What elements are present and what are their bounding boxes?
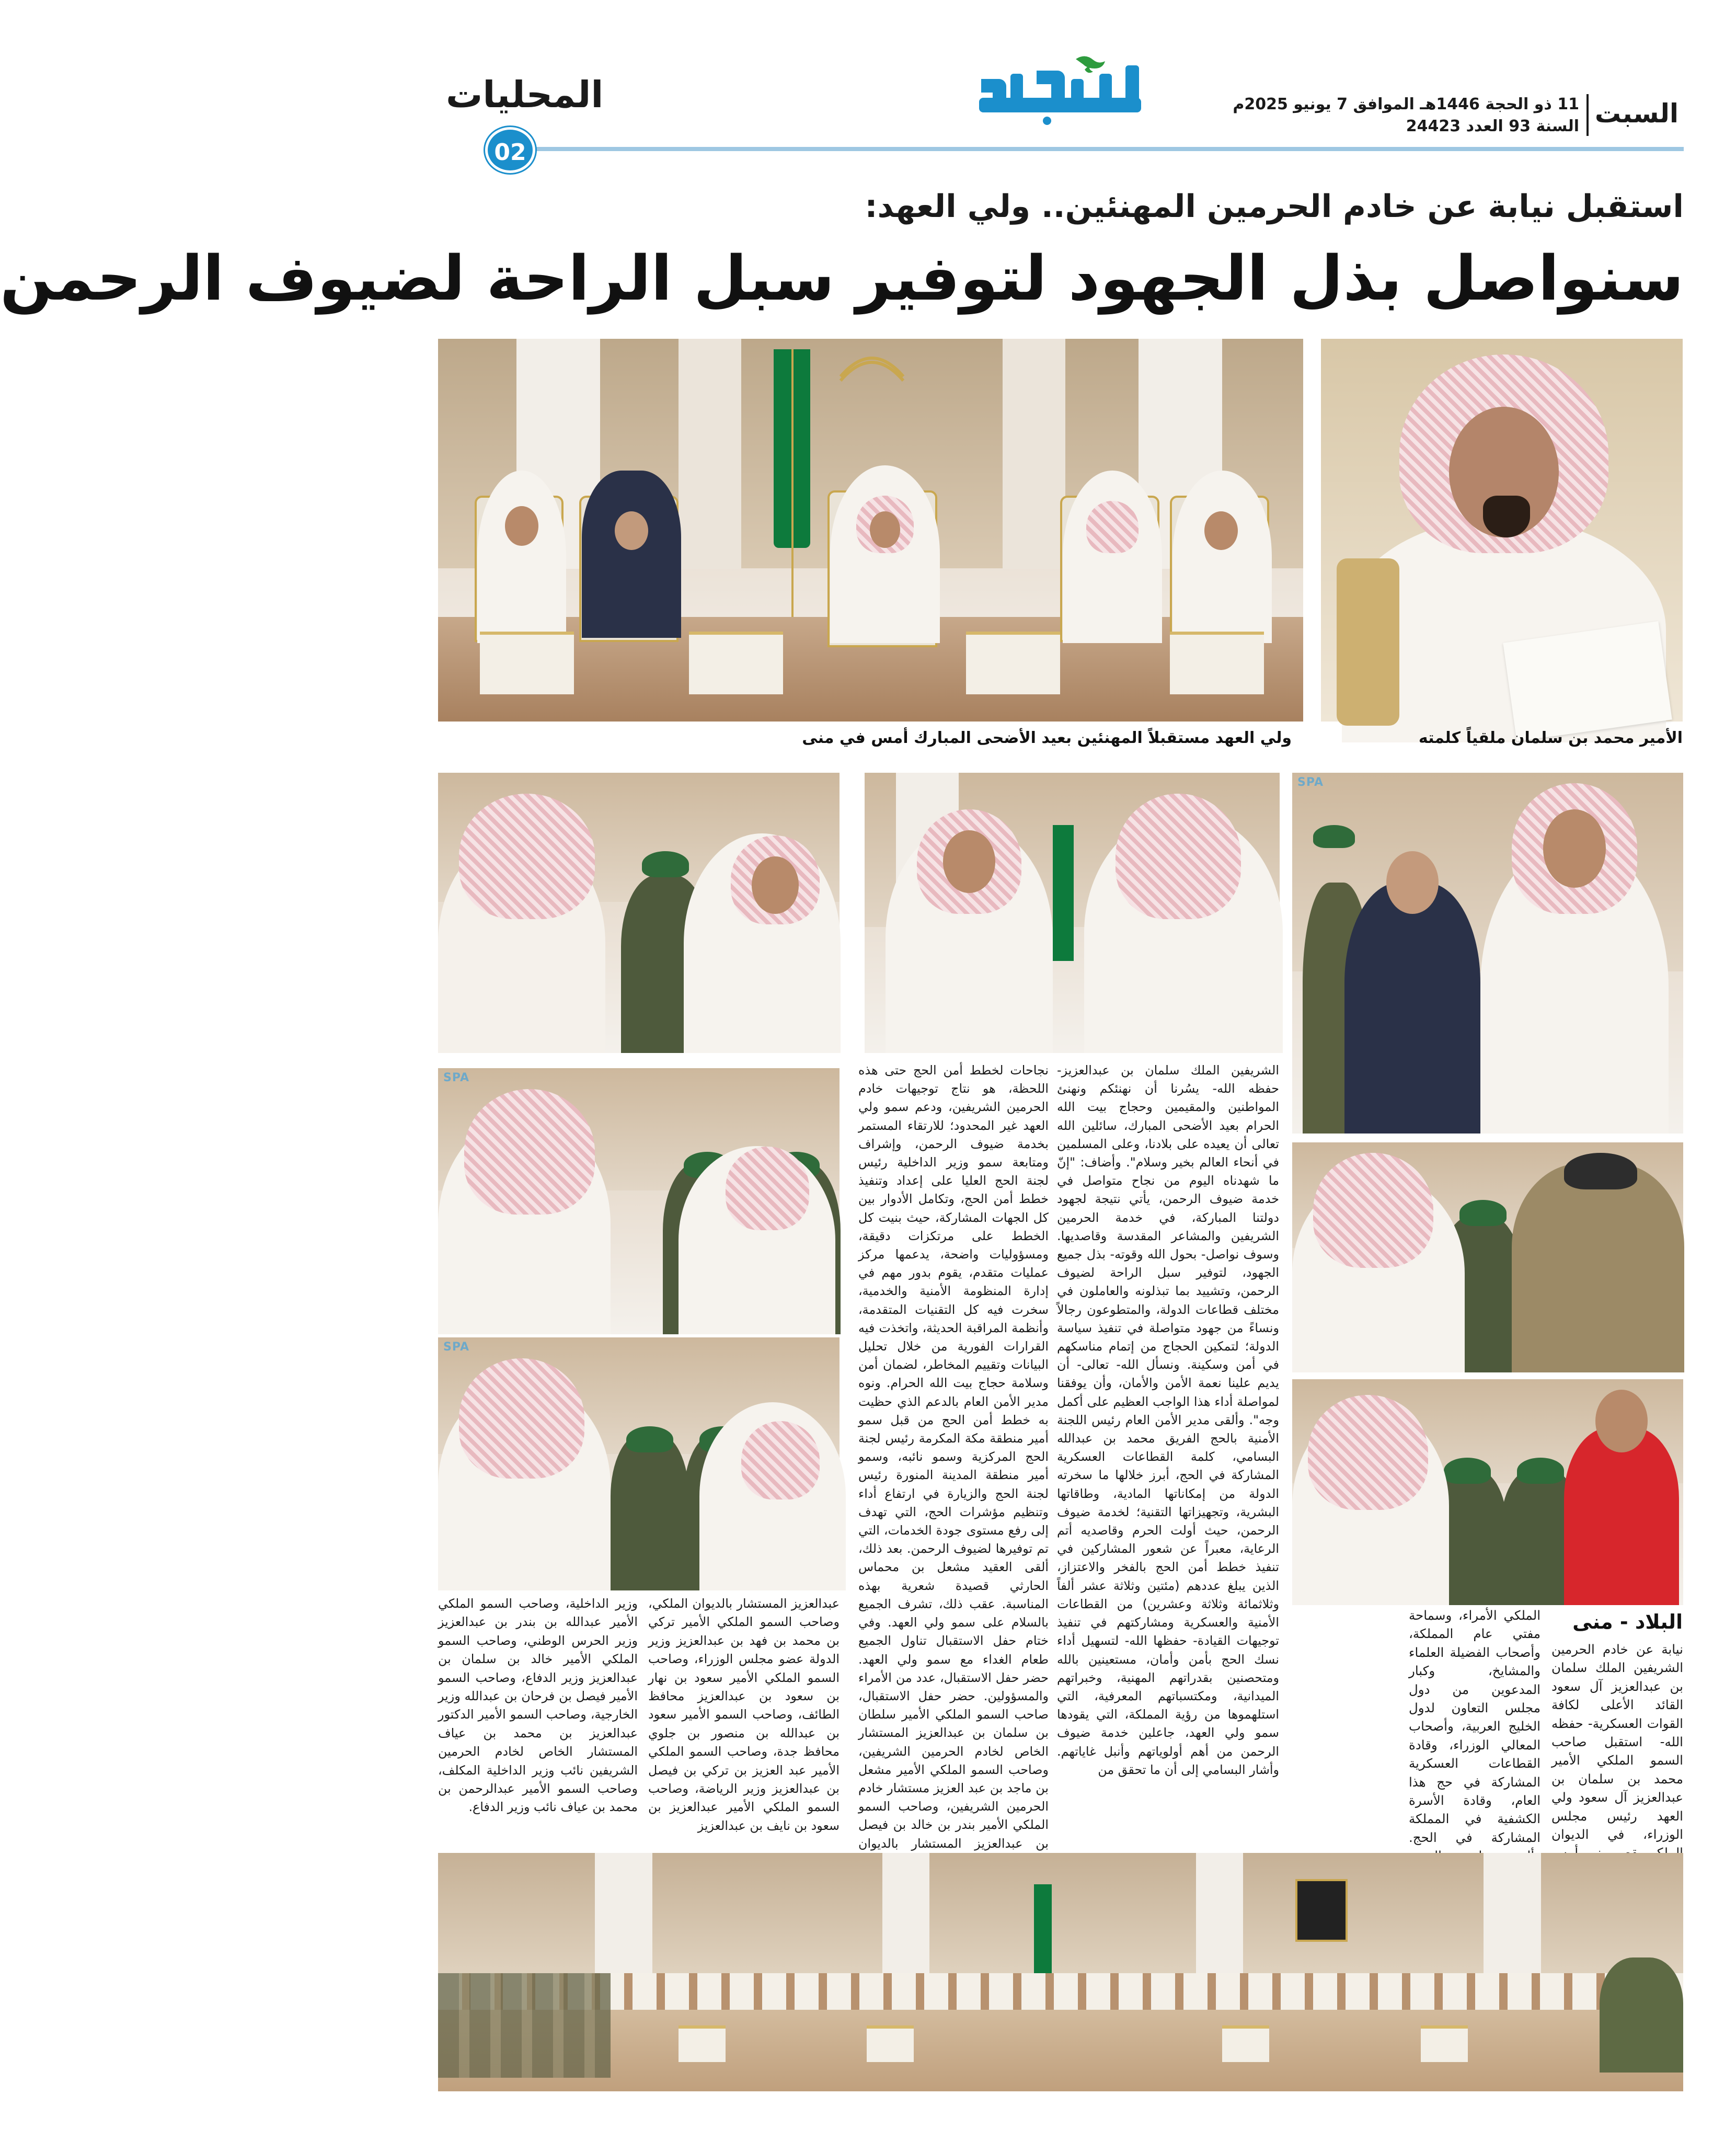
photo-greeting-3 xyxy=(438,1337,840,1590)
article-column-3 xyxy=(1057,1061,1279,1849)
article-column-6 xyxy=(438,1595,638,1849)
article-text: الملكي الأمراء، وسماحة مفتي عام المملكة، وأصحاب الفضيلة العلماء والمشايخ، وكبار المدعوين من دول مجلس التعاون لدول الخليج العربية، وأصحاب المعالي الوزراء، وقادة القطاعات العسكرية المشاركة في حج هذا العام، وقادة الأسرة الكشفية في المملكة المشاركة في الحج. xyxy=(1409,1608,1540,1845)
photo-agency-mark: SPA xyxy=(443,1071,469,1084)
caption-portrait: الأمير محمد بن سلمان ملقياً كلمته xyxy=(1418,729,1683,747)
photo-agency-mark: SPA xyxy=(443,1341,469,1354)
article-text: نجاحات لخطط أمن الحج حتى هذه اللحظة، هو نتاج توجيهات خادم الحرمين الشريفين، ودعم سمو ولي العهد غير المحدود؛ للارتقاء المستمر بخدمة ضيوف الرحمن، وإشراف ومتابعة سمو وزير الداخلية رئيس لجنة الحج العليا على إعداد وتنفيذ خطط أمن الحج، وتكامل الأدوار بين كل الجهات المشاركة، حيث بنيت كل الخطط على مرتكزات دقيقة، ومسؤوليات واضحة، يدعمها مركز عمليات متقدم، يقوم بدور مهم في إدارة المنظومة الأمنية والخدمية، سخرت فيه كل التقنيات المتقدمة، وأنظمة المراقبة الحديثة، واتخذت فيه القرارات الفورية من خلال تحليل البيانات وتقييم المخاطر، لضمان أمن وسلامة حجاج بيت الله الحرام. ونوه مدير الأمن العام بالدعم الذي حظيت به خطط أمن الحج من قبل سمو أمير منطقة مكة المكرمة رئيس لجنة الحج المركزية وسمو نائبه، وسمو أمير منطقة المدينة المنورة رئيس لجنة الحج والزيارة في ارتفاع أداء وتنظيم مؤشرات الحج، التي تهدف إلى رفع مستوى جودة الخدمات، التي تم توفيرها لضيوف الرحمن. بعد ذلك، ألقى العقيد مشعل بن محماس الحارثي قصيدة شعرية بهذه المناسبة. عقب ذلك، تشرف الجميع بالسلام على سمو ولي العهد. وفي ختام حفل الاستقبال تناول الجميع طعام الغداء مع سمو ولي العهد. حضر حفل الاستقبال، عدد من الأمراء والمسؤولين. حضر حفل الاستقبال، صاحب السمو الملكي الأمير سلطان بن سلمان بن عبدالعزيز المستشار الخاص لخادم الحرمين الشريفين، وصاحب السمو الملكي الأمير مشعل بن ماجد بن عبد العزيز مستشار خادم الحرمين الشريفين، وصاحب السمو الملكي الأمير بندر بن خالد بن فيصل بن عبدالعزيز المستشار بالديوان xyxy=(858,1063,1049,1851)
headline-kicker: استقبل نيابة عن خادم الحرمين المهنئين.. ولي العهد: xyxy=(865,188,1684,225)
masthead-divider xyxy=(1586,94,1589,136)
newspaper-logo xyxy=(969,50,1157,128)
photo-pakistan-pm-arrival xyxy=(1292,773,1683,1134)
photo-panorama-reception xyxy=(438,1853,1683,2091)
article-text: عبدالعزيز المستشار بالديوان الملكي، وصاحب السمو الملكي الأمير تركي بن محمد بن فهد بن عبدالعزيز وزير الدولة عضو مجلس الوزراء، وصاحب السمو الملكي الأمير سعود بن نهار بن سعود بن عبدالعزيز محافظ الطائف، وصاحب السمو الأمير سعود بن عبدالله بن منصور بن جلوي محافظ جدة، وصاحب السمو الملكي الأمير عبد العزيز بن تركي بن فيصل بن عبدالعزيز وزير الرياضة، وصاحب السمو الملكي الأمير عبدالعزيز بن سعود بن نايف بن عبدالعزيز xyxy=(648,1596,840,1833)
article-column-4 xyxy=(858,1061,1049,1849)
caption-reception: ولي العهد مستقبلاً المهنئين بعيد الأضحى المبارك أمس في منى xyxy=(802,729,1292,747)
page-number-badge: 02 xyxy=(485,127,535,173)
photo-greeting-2 xyxy=(438,1068,840,1334)
photo-greeting-center xyxy=(865,773,1280,1053)
issue-day: السبت xyxy=(1594,98,1678,129)
headline-title: سنواصل بذل الجهود لتوفير سبل الراحة لضيوف الرحمن xyxy=(0,242,1684,314)
photo-greeting-military xyxy=(1292,1142,1683,1372)
section-title: المحليات xyxy=(446,73,604,116)
photo-crown-prince-portrait xyxy=(1321,339,1683,722)
article-column-1 xyxy=(1551,1640,1683,1849)
masthead-rule xyxy=(511,147,1684,151)
article-column-2 xyxy=(1409,1606,1540,1849)
article-text: نيابة عن خادم الحرمين الشريفين الملك سلمان بن عبدالعزيز آل سعود القائد الأعلى لكافة القوات العسكرية- حفظه الله- استقبل صاحب السمو الملكي الأمير محمد بن سلمان بن عبدالعزيز آل سعود ولي العهد رئيس مجلس الوزراء، في الديوان xyxy=(1551,1642,1683,1842)
photo-reception-hall xyxy=(438,339,1303,722)
article-column-5 xyxy=(648,1595,840,1849)
photo-greeting-redcrescent xyxy=(1292,1379,1683,1605)
article-byline: البلاد - منى xyxy=(1572,1610,1683,1633)
issue-number: السنة 93 العدد 24423 xyxy=(1406,117,1579,135)
masthead xyxy=(386,0,1736,166)
photo-greeting-1 xyxy=(438,773,840,1053)
article-text: وزير الداخلية، وصاحب السمو الملكي الأمير عبدالله بن بندر بن عبدالعزيز وزير الحرس الوطني، وصاحب السمو الملكي الأمير خالد بن سلمان بن عبدالعزيز وزير الدفاع، وصاحب السمو الأمير فيصل بن فرحان بن عبدالله وزير الخارجية، وصاحب السمو الأمير الدكتور عبدالعزيز بن محمد بن عياف المستشار الخاص لخادم الحرمين الشريفين نائب وزير الداخلية المكلف، وصاحب السمو الأمير عبدالرحمن بن محمد بن عياف نائب وزير الدفاع. xyxy=(438,1596,638,1815)
article-text: الشريفين الملك سلمان بن عبدالعزيز- حفظه الله- يسُرنا أن نهنئكم ونهنئ المواطنين والمقيمين وحجاج بيت الله الحرام بعيد الأضحى المبارك، سائلين الله تعالى أن يعيده على بلادنا، وعلى المسلمين في أنحاء العالم بخير وسلام". وأضاف: "إنّ ما شهدناه اليوم من نجاح متواصل في خدمة ضيوف الرحمن، يأتي نتيجة لجهود دولتنا المباركة، في خدمة الحرمين الشريفين والمشاعر المقدسة وقاصديها. وسوف نواصل- بحول الله وقوته- بذل جميع الجهود، لتوفير سبل الراحة لضيوف الرحمن، وتشييد بما تبذلونه والعاملون في مختلف قطاعات الدولة، والمتطوعون رجالاً ونساءً من جهود متواصلة في تنفيذ سياسة الدولة؛ لتمكين الحجاج من إتمام مناسكهم في أمن وسكينة. ونسأل الله- تعالى- أن يديم علينا نعمة الأمن والأمان، وأن يوفقنا لمواصلة أداء هذا الواجب العظيم على أكمل وجه". وألقى مدير الأمن العام رئيس اللجنة الأمنية بالحج الفريق محمد بن عبدالله البسامي، كلمة القطاعات العسكرية المشاركة في الحج، أبرز خلالها ما سخرته الدولة من إمكاناتها المادية، وطاقاتها البشرية، وتجهيزاتها التقنية؛ لخدمة ضيوف الرحمن، حيث أولت الحرم وقاصديه أتم الرعاية، معبراً عن شعور المشاركين في تنفيذ خطط أمن الحج بالفخر والاعتزاز، الذين يبلغ عددهم (مئتين وثلاثة عشر ألفاً وثلاثمائة وثلاثة وعشرين) من القطاعات الأمنية والعسكرية ومشاركتهم في تنفيذ توجيهات القيادة- حفظها الله- لتسهيل أداء نسك الحج بأمن وأمان، مستعينين بالله ومتحصنين بقدراتهم المهنية، وخبراتهم الميدانية، ومكتسباتهم المعرفية، التي استلهموها من رؤية المملكة، التي يقودها سمو ولي العهد، جاعلين خدمة ضيوف الرحمن من أهم أولوياتهم وأنبل غاياتهم. وأشار البسامي إلى أن ما تحقق من xyxy=(1057,1063,1279,1777)
issue-date: 11 ذو الحجة 1446هـ الموافق 7 يونيو 2025م xyxy=(1233,95,1579,113)
photo-agency-mark: SPA xyxy=(1297,776,1324,789)
